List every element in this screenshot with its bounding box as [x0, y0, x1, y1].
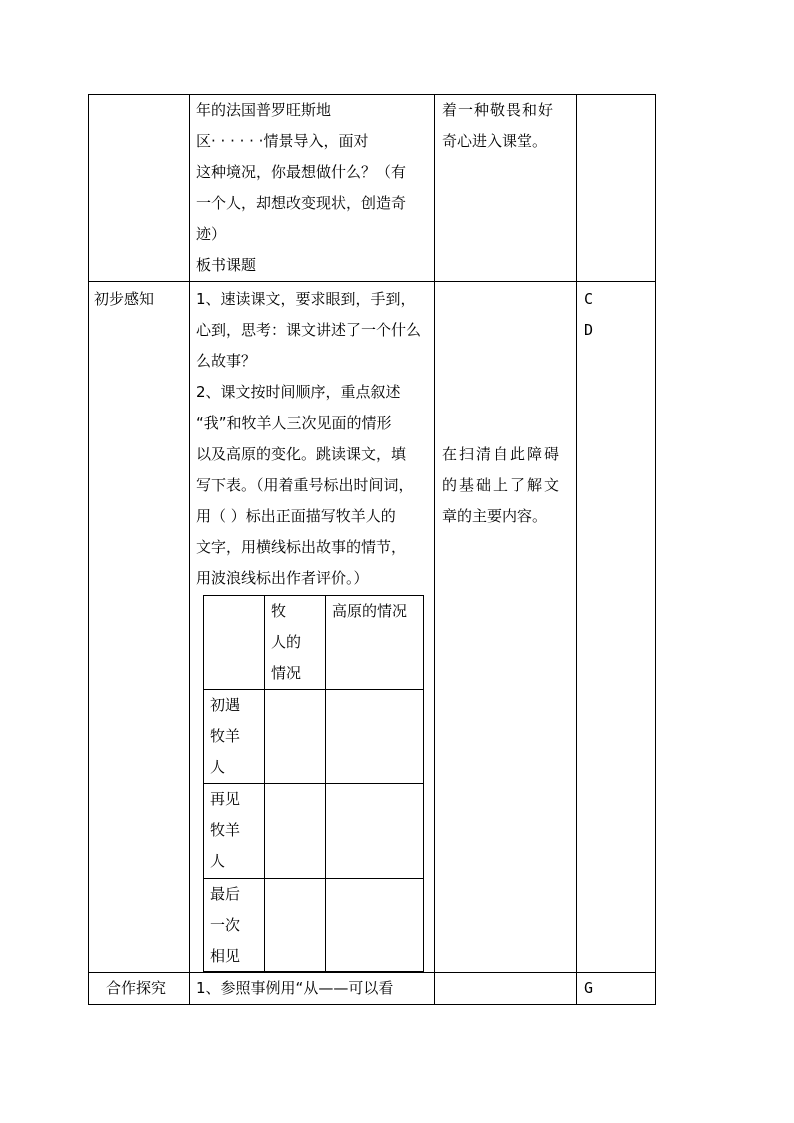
- row-label-line: 牧羊: [210, 727, 241, 745]
- header-line: 人的: [271, 633, 302, 651]
- content-line: 么故事？: [196, 352, 257, 370]
- code-letter: G: [584, 979, 594, 997]
- code-letter: C: [584, 290, 594, 308]
- content-line: 一个人，却想改变现状，创造奇: [196, 194, 407, 212]
- content-line: 写下表。（用着重号标出时间词，: [196, 476, 414, 494]
- outer-right-border: [655, 94, 656, 1005]
- header-line: 牧: [271, 602, 287, 620]
- inner-left-border: [203, 595, 204, 972]
- perception-content: [196, 284, 421, 594]
- top-row-content: [196, 95, 406, 281]
- row-label-line: 人: [210, 852, 226, 870]
- content-line: 以及高原的变化。跳读课文，填: [196, 445, 407, 463]
- inner-row-label: [210, 879, 240, 972]
- purpose-line: 着一种敬畏和好: [442, 101, 555, 119]
- purpose-line: 在扫清自此障碍: [442, 445, 562, 463]
- outer-col-divider-1: [189, 94, 190, 1005]
- inner-col-divider: [264, 595, 265, 972]
- header-line: 情况: [271, 664, 302, 682]
- cooperate-content: 1、参照事例用“从——可以看: [196, 979, 394, 997]
- content-line: 板书课题: [196, 256, 257, 274]
- purpose-line: 的基础上了解文: [442, 476, 562, 494]
- row-label-line: 初遇: [210, 696, 241, 714]
- row-label-line: 最后: [210, 885, 241, 903]
- content-line: 心到，思考：课文讲述了一个什么: [196, 321, 422, 339]
- perception-purpose: [442, 439, 561, 532]
- content-line: 迹）: [196, 225, 227, 243]
- purpose-line: 章的主要内容。: [442, 507, 548, 525]
- inner-right-border: [423, 595, 424, 972]
- content-line: 文字，用横线标出故事的情节，: [196, 538, 407, 556]
- content-line: 用（ ）标出正面描写牧羊人的: [196, 507, 396, 525]
- outer-col-divider-3: [576, 94, 577, 1005]
- content-line: 这种境况，你最想做什么？（有: [196, 163, 407, 181]
- content-line: 2、课文按时间顺序，重点叙述: [196, 383, 401, 401]
- content-line: 用波浪线标出作者评价。）: [196, 569, 369, 587]
- row-label-line: 牧羊: [210, 821, 241, 839]
- inner-header-shepherd: [271, 596, 301, 689]
- inner-row-label: [210, 784, 240, 877]
- row-label-line: 相见: [210, 947, 241, 965]
- stage-label-perception: 初步感知: [94, 290, 155, 308]
- outer-col-divider-2: [434, 94, 435, 1005]
- inner-header-plateau: 高原的情况: [332, 602, 408, 620]
- code-letter: D: [584, 321, 594, 339]
- content-line: 区· · · · · ·情景导入，面对: [196, 132, 369, 150]
- row-label-line: 人: [210, 758, 226, 776]
- stage-label-cooperate: 合作探究: [106, 979, 167, 997]
- content-line: “我”和牧羊人三次见面的情形: [196, 414, 392, 432]
- outer-bottom-border: [88, 1004, 656, 1005]
- row-label-line: 再见: [210, 790, 241, 808]
- row-label-line: 一次: [210, 916, 241, 934]
- top-row-purpose: [442, 95, 554, 157]
- inner-row-label: [210, 690, 240, 783]
- content-line: 1、速读课文，要求眼到，手到，: [196, 290, 416, 308]
- outer-row-divider-1: [88, 281, 656, 282]
- content-line: 年的法国普罗旺斯地: [196, 101, 332, 119]
- inner-col-divider: [325, 595, 326, 972]
- purpose-line: 奇心进入课堂。: [442, 132, 548, 150]
- outer-left-border: [88, 94, 89, 1005]
